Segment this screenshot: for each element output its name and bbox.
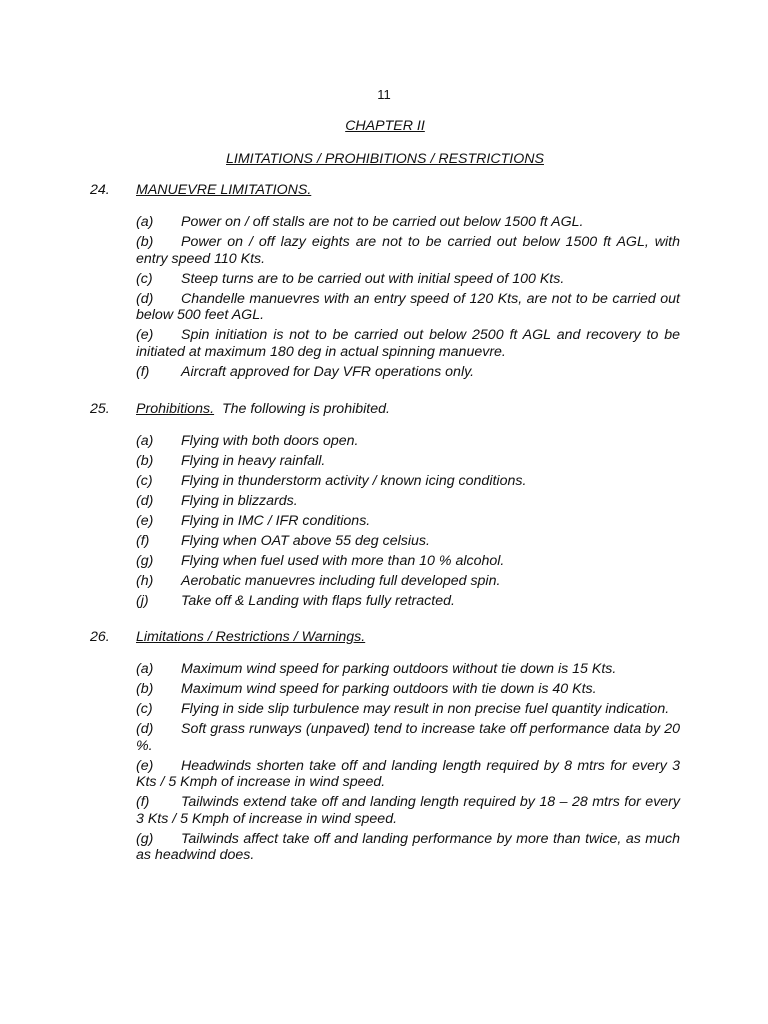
item-label: (f)	[136, 363, 150, 380]
item-label: (c)	[136, 473, 153, 489]
section-title-wrap	[136, 401, 390, 417]
item-label: (e)	[136, 757, 154, 774]
item-list	[136, 214, 680, 384]
item-label: (g)	[136, 553, 154, 569]
list-item	[136, 291, 680, 324]
item-label: (d)	[136, 290, 154, 307]
item-text: Steep turns are to be carried out with initial speed of 100 Kts.	[181, 270, 565, 287]
list-item	[136, 493, 680, 510]
section-heading	[90, 401, 690, 421]
list-item	[136, 473, 680, 490]
item-text: Tailwinds affect take off and landing performance by more than twice, as much as headwind does.	[136, 830, 680, 863]
item-text: Chandelle manuevres with an entry speed of 120 Kts, are not to be carried out below 500 feet AGL.	[136, 290, 680, 323]
list-item	[136, 513, 680, 530]
list-item	[136, 701, 680, 718]
section-title-rest: The following is prohibited.	[214, 401, 390, 417]
list-item	[136, 433, 680, 450]
item-label: (h)	[136, 573, 154, 589]
section-title: Limitations / Restrictions / Warnings.	[136, 629, 366, 645]
item-text: Tailwinds extend take off and landing length required by 18 – 28 mtrs for every 3 Kts / 5 Kmph of increase in wind speed.	[136, 794, 680, 827]
item-text: Power on / off stalls are not to be carried out below 1500 ft AGL.	[181, 214, 584, 230]
list-item	[136, 681, 680, 698]
list-item	[136, 271, 680, 288]
list-item	[136, 234, 680, 267]
chapter-heading: CHAPTER II	[345, 118, 425, 134]
list-item	[136, 453, 680, 470]
item-list	[136, 661, 680, 867]
item-label: (a)	[136, 661, 154, 677]
item-label: (a)	[136, 433, 154, 449]
list-item	[136, 214, 680, 231]
item-label: (f)	[136, 794, 150, 810]
section-title-wrap	[136, 182, 311, 198]
item-label: (f)	[136, 533, 150, 549]
item-label: (j)	[136, 593, 149, 609]
section-heading	[90, 182, 690, 202]
list-item	[136, 831, 680, 864]
section-heading	[90, 629, 690, 649]
list-item	[136, 533, 680, 550]
section-number: 25.	[90, 401, 110, 417]
item-text: Power on / off lazy eights are not to be carried out below 1500 ft AGL, with entry speed 110 Kts.	[136, 234, 680, 267]
item-label: (d)	[136, 721, 154, 737]
item-text: Flying in side slip turbulence may result in non precise fuel quantity indication.	[181, 701, 670, 717]
item-label: (c)	[136, 701, 153, 717]
item-list	[136, 433, 680, 613]
item-text: Maximum wind speed for parking outdoors without tie down is 15 Kts.	[181, 661, 617, 677]
item-label: (b)	[136, 681, 154, 697]
item-label: (b)	[136, 234, 154, 250]
section-number: 24.	[90, 182, 110, 198]
item-text: Flying in blizzards.	[181, 493, 298, 509]
item-text: Flying in thunderstorm activity / known icing conditions.	[181, 473, 527, 489]
section-title: Prohibitions.	[136, 401, 215, 417]
section-number: 26.	[90, 629, 110, 645]
item-text: Spin initiation is not to be carried out below 2500 ft AGL and recovery to be initiated at maximum 180 deg in actual spinning manuevre.	[136, 327, 680, 360]
item-label: (g)	[136, 830, 154, 847]
item-text: Maximum wind speed for parking outdoors with tie down is 40 Kts.	[181, 681, 597, 697]
list-item	[136, 661, 680, 678]
item-text: Flying in IMC / IFR conditions.	[181, 513, 371, 529]
item-text: Aircraft approved for Day VFR operations only.	[181, 363, 475, 380]
list-item	[136, 364, 680, 381]
list-item	[136, 327, 680, 360]
item-text: Soft grass runways (unpaved) tend to increase take off performance data by 20 %.	[136, 721, 680, 754]
list-item	[136, 593, 680, 610]
item-text: Flying in heavy rainfall.	[181, 453, 326, 469]
section	[90, 629, 690, 863]
section	[90, 182, 690, 380]
item-label: (d)	[136, 493, 154, 509]
item-label: (a)	[136, 214, 154, 230]
page-number: 11	[377, 87, 391, 102]
list-item	[136, 573, 680, 590]
item-text: Flying with both doors open.	[181, 433, 359, 449]
item-label: (b)	[136, 453, 154, 469]
list-item	[136, 794, 680, 827]
item-label: (e)	[136, 513, 154, 529]
list-item	[136, 721, 680, 754]
item-label: (c)	[136, 270, 153, 287]
item-label: (e)	[136, 327, 154, 343]
section	[90, 401, 690, 609]
list-item	[136, 553, 680, 570]
item-text: Take off & Landing with flaps fully retracted.	[181, 593, 455, 609]
item-text: Aerobatic manuevres including full developed spin.	[181, 573, 501, 589]
list-item	[136, 758, 680, 791]
section-title: MANUEVRE LIMITATIONS.	[136, 182, 312, 198]
item-text: Flying when fuel used with more than 10 % alcohol.	[181, 553, 505, 569]
item-text: Flying when OAT above 55 deg celsius.	[181, 533, 430, 549]
section-title-wrap	[136, 629, 365, 645]
chapter-title: LIMITATIONS / PROHIBITIONS / RESTRICTIONS	[226, 151, 544, 167]
item-text: Headwinds shorten take off and landing length required by 8 mtrs for every 3 Kts / 5 Kmph of increase in wind speed.	[136, 757, 680, 790]
